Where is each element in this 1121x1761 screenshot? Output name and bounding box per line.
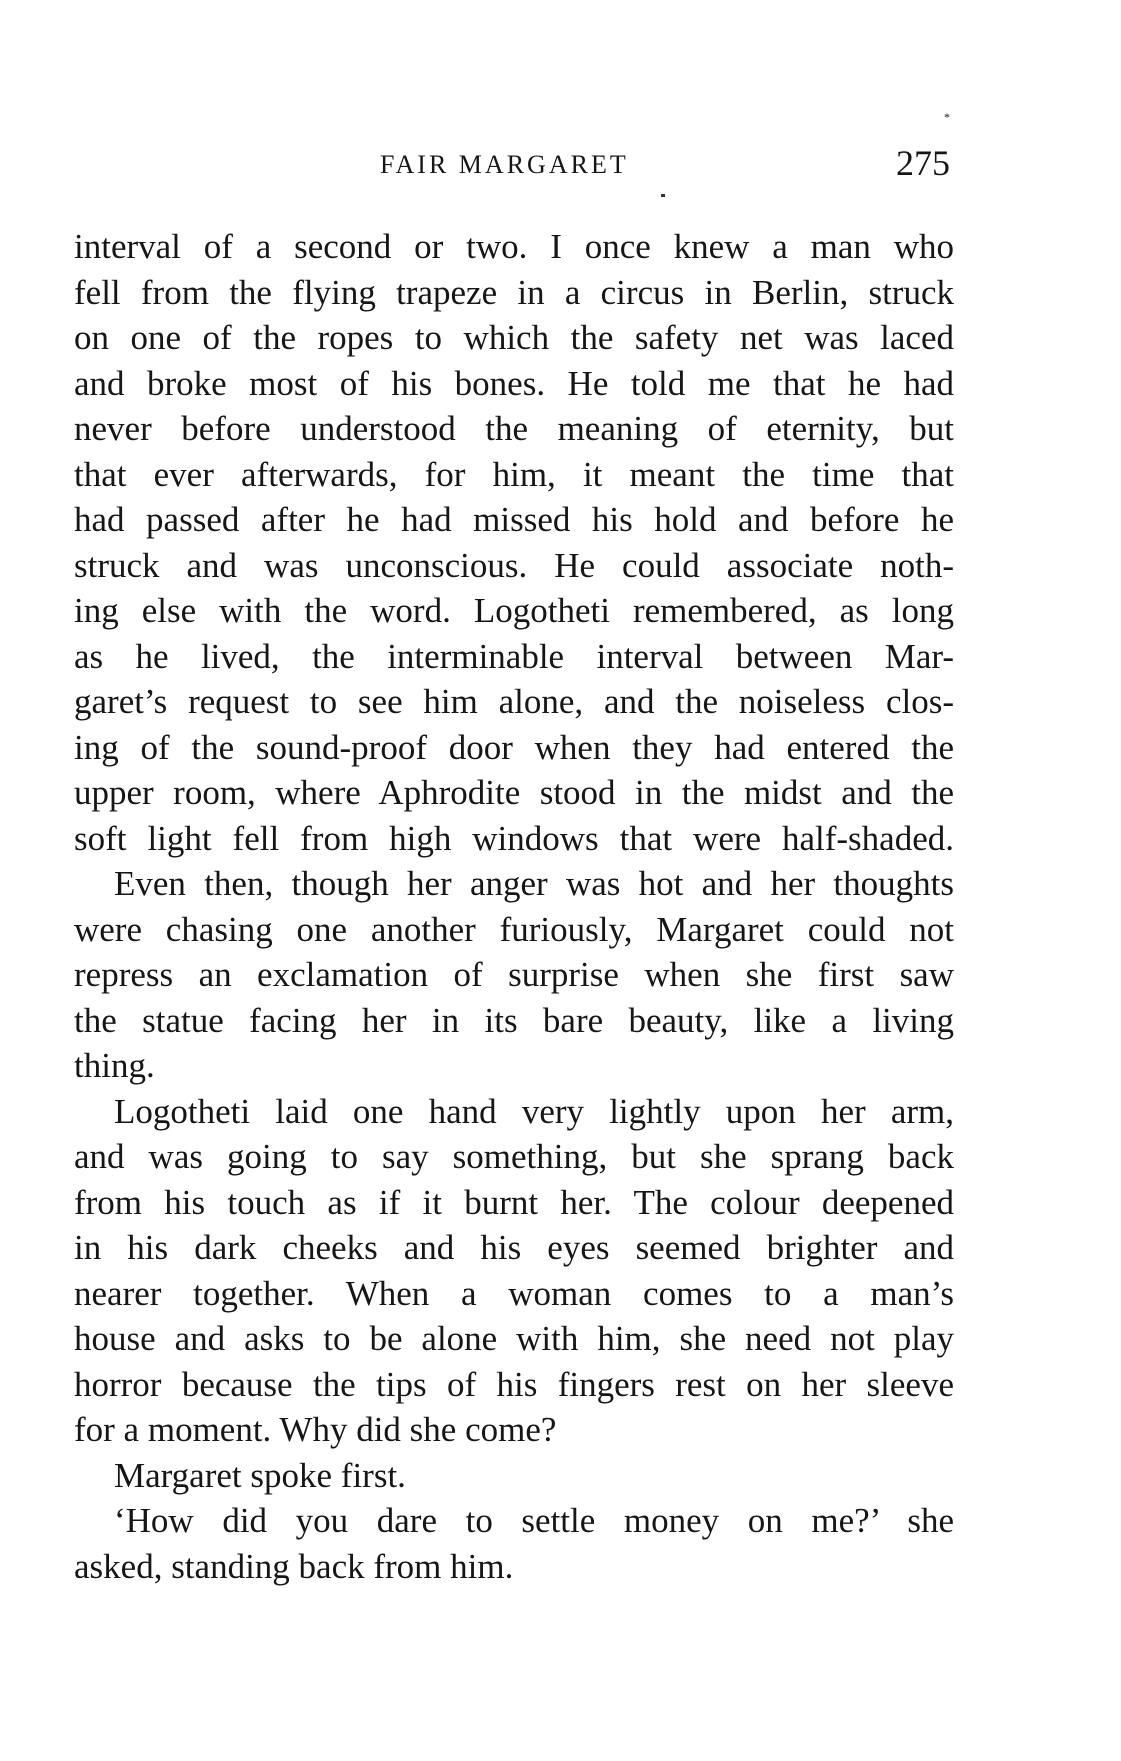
text-line: ing of the sound-proof door when they had entered the: [74, 727, 954, 767]
text-line: asked, standing back from him.: [74, 1546, 514, 1586]
text-line: soft light fell from high windows that were half-shaded.: [74, 818, 954, 858]
text-line: Logotheti laid one hand very lightly upon her arm,: [114, 1091, 954, 1131]
text-line: never before understood the meaning of eternity, but: [74, 409, 954, 448]
text-line: from his touch as if it burnt her. The colour deepened: [74, 1182, 954, 1222]
text-line: ing else with the word. Logotheti remembered, as long: [74, 591, 954, 630]
text-line: garet’s request to see him alone, and the noiseless clos-: [74, 682, 954, 721]
text-line: upper room, where Aphrodite stood in the midst and the: [74, 773, 954, 812]
text-line: ‘How did you dare to settle money on me?’ she: [114, 1501, 954, 1540]
body-text: [74, 224, 954, 1589]
text-line: on one of the ropes to which the safety net was laced: [74, 318, 954, 357]
page-number: 275: [896, 143, 950, 183]
running-title: FAIR MARGARET: [380, 150, 629, 179]
text-line: had passed after he had missed his hold and before he: [74, 500, 954, 539]
text-line: fell from the flying trapeze in a circus in Berlin, struck: [74, 272, 954, 312]
text-line: nearer together. When a woman comes to a man’s: [74, 1273, 954, 1313]
text-line: house and asks to be alone with him, she need not play: [74, 1319, 954, 1358]
text-line: as he lived, the interminable interval between Mar-: [74, 636, 954, 676]
text-line: the statue facing her in its bare beauty, like a living: [74, 1000, 954, 1040]
text-line: thing.: [74, 1046, 155, 1085]
text-line: and was going to say something, but she sprang back: [74, 1137, 954, 1176]
text-line: for a moment. Why did she come?: [74, 1410, 557, 1449]
text-line: were chasing one another furiously, Margaret could not: [74, 909, 954, 949]
text-line: in his dark cheeks and his eyes seemed brighter and: [74, 1228, 954, 1267]
text-line: that ever afterwards, for him, it meant the time that: [74, 454, 954, 494]
text-line: struck and was unconscious. He could associate noth-: [74, 545, 954, 585]
text-line: and broke most of his bones. He told me that he had: [74, 363, 954, 403]
text-line: repress an exclamation of surprise when she first saw: [74, 955, 954, 994]
print-speck: [661, 194, 665, 197]
ornament-mark: *: [944, 110, 950, 124]
text-line: Even then, though her anger was hot and her thoughts: [114, 864, 954, 903]
text-line: Margaret spoke first.: [114, 1455, 406, 1495]
text-line: horror because the tips of his fingers rest on her sleeve: [74, 1364, 954, 1404]
text-line: interval of a second or two. I once knew a man who: [74, 227, 954, 266]
